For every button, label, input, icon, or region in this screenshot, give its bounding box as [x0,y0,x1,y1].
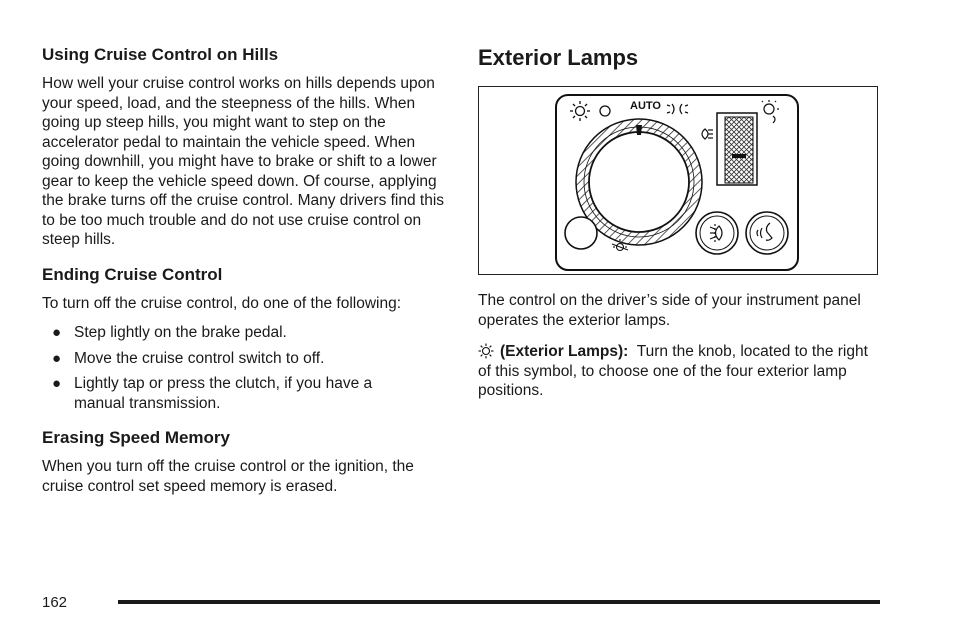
section-heading-ending: Ending Cruise Control [42,264,223,284]
right-column [478,44,880,401]
list-item [42,323,447,343]
section-heading-hills: Using Cruise Control on Hills [42,45,279,64]
exterior-lamp-control-figure [478,86,878,275]
left-column [42,44,447,506]
sun-icon [478,343,494,359]
section-heading-erasing: Erasing Speed Memory [42,428,231,447]
bullet-icon: ● [52,324,62,341]
bullet-text: Step lightly on the brake pedal. [74,324,287,341]
page-number: 162 [42,594,68,611]
bullet-text: Move the cruise control switch to off. [74,349,325,367]
cargo-lamp-button [746,212,788,254]
auto-label: AUTO [630,100,661,112]
fog-lamp-button [696,212,738,254]
bullet-text: Lightly tap or press the clutch, if you have a manual transmission. [74,375,373,412]
symbol-label: (Exterior Lamps): [500,343,629,360]
lamp-control-illustration [479,87,879,276]
lamp-button [565,217,597,249]
page-title: Exterior Lamps [478,45,639,70]
section-paragraph-erasing: When you turn off the cruise control or the ignition, the cruise control set speed memory is erased. [42,458,414,495]
symbol-description: Turn the knob, located to the right of this symbol, to choose one of the four exterior lamp positions. [478,343,868,399]
bullet-icon: ● [52,349,62,367]
section-paragraph-hills: How well your cruise control works on hills depends upon your speed, load, and the steepness of the hills. When going up steep hills, you might want to step on the accelerator pedal to maintain the vehicle speed. When going downhill, you might have to brake or shift to a lower gear to keep the vehicle speed down. Of course, applying the brake turns off the cruise control. Many drivers find this to be too much trouble and do not use cruise control on steep hills. [42,75,445,248]
footer-rule [118,600,880,604]
control-description: The control on the driver’s side of your instrument panel operates the exterior lamps. [478,292,861,329]
exterior-lamps-symbol-paragraph [478,342,880,401]
list-item [42,349,447,369]
list-item [42,374,447,413]
bullet-icon: ● [52,375,62,392]
section-paragraph-ending: To turn off the cruise control, do one of the following: [42,294,402,312]
dimmer-thumbwheel [717,113,757,185]
bullet-list [42,323,447,413]
